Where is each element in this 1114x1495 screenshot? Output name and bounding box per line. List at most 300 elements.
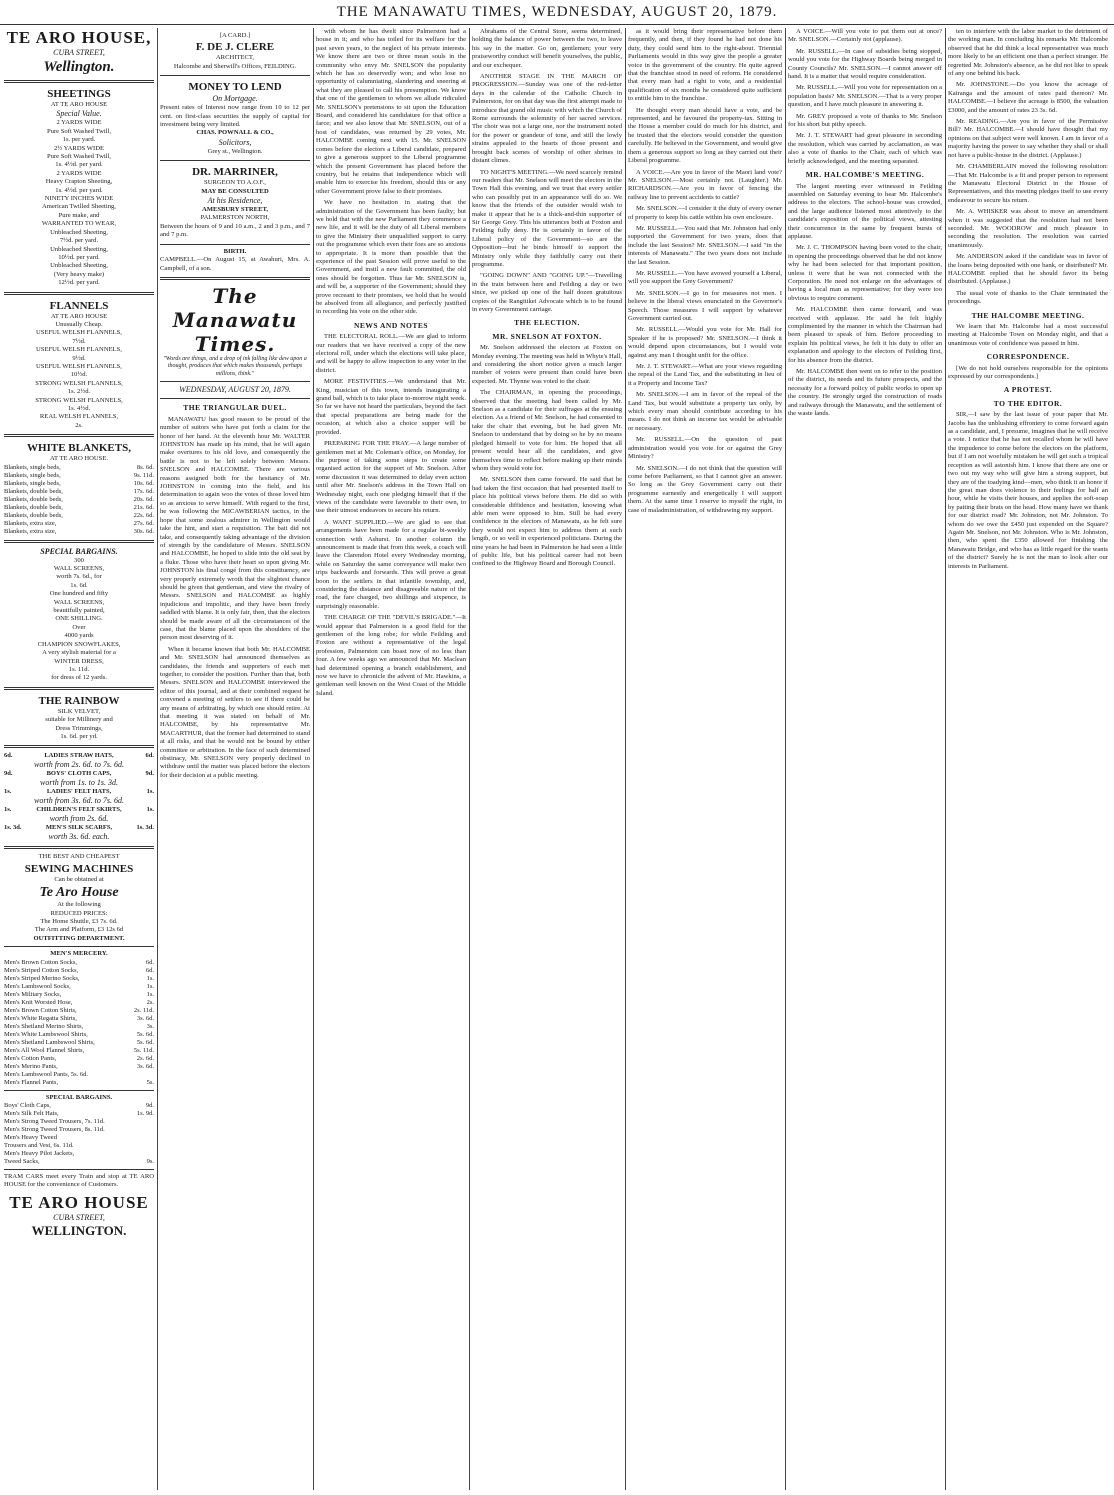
blankets-heading: WHITE BLANKETS, bbox=[27, 442, 131, 455]
doctor-ad bbox=[160, 165, 310, 239]
section-heading: TO THE EDITOR. bbox=[993, 398, 1063, 408]
flannel-line: 1s. 2½d. bbox=[67, 388, 91, 396]
paragraph: Mr. READING.—Are you in favor of the Permissive Bill? Mr. HALCOMBE.—I should have thought that my opinions on that subject were well known. I am in favor of a majority having the power to say whether they shall or shall not have a public-house in the district. (Applause.) bbox=[948, 118, 1108, 159]
mercery-row bbox=[4, 1079, 154, 1087]
wall-screens-list bbox=[4, 557, 154, 683]
mercery-list bbox=[4, 959, 154, 1087]
sheeting-line: 2 YARDS WIDE bbox=[56, 119, 102, 127]
mercery-row-price: 6d. bbox=[145, 966, 154, 974]
special-item: CHILDREN'S FELT SKIRTS, bbox=[36, 806, 122, 814]
doctor-sub: SURGEON TO A.O.F., bbox=[204, 179, 266, 187]
blanket-row bbox=[4, 512, 154, 520]
column-4 bbox=[472, 28, 622, 1488]
paragraph: Mr. RUSSELL.—Will you vote for representation on a population basis? Mr. SNELSON.—That is a very proper question, and I have much pleasure in answering it. bbox=[788, 84, 942, 109]
blanket-row-name: Blankets, single beds, bbox=[4, 463, 61, 471]
flannels-sub: AT TE ARO HOUSE bbox=[50, 312, 108, 320]
special-worth: worth from 3s. 6d. to 7s. 6d. bbox=[34, 796, 124, 806]
mercery-row-name: Men's White Regatta Shirts, bbox=[4, 1014, 77, 1022]
special-right: 1s. bbox=[146, 788, 154, 796]
paragraph: The CHAIRMAN, in opening the proceedings, observed that the meeting had been called by Mr. Snelson as a candidate for their suffrages at the ensuing election. As a friend of Mr. Snelson, he had consented to take the chair that evening, but he had given Mr. Snelson to understand that by doing so he by no means pledged himself to vote for him. He hoped that all present would hear all the candidates, and give themselves time to reflect before making up their minds whom they would vote for. bbox=[472, 389, 622, 472]
sheeting-line: 7½d. per yard. bbox=[59, 237, 99, 245]
paragraph: A WANT SUPPLIED.—We are glad to see that arrangements have been made for a regular bi-weekly connection with Ashurst. In another column the announcement is made that from this week, a coach will leave the Clarendon Hotel every Wednesday morning, while on Saturday the same conveyance will make two trips backwards and forwards. This will prove a great boon to the settlers in that infantile township, and, considering the distance and disagreeable nature of the road, the fare charged, two shillings and sixpence, is surprisingly reasonable. bbox=[316, 518, 466, 610]
money-heading: MONEY TO LEND bbox=[188, 81, 282, 94]
store-street: CUBA STREET, bbox=[53, 48, 105, 57]
section-heading: MR. HALCOMBE'S MEETING. bbox=[805, 170, 925, 180]
mercery-heading: MEN'S MERCERY. bbox=[50, 950, 108, 958]
column-divider bbox=[625, 28, 626, 1490]
sewing-sub: Can be obtained at bbox=[54, 875, 104, 883]
special-row bbox=[4, 788, 154, 796]
special-row bbox=[4, 806, 154, 814]
flannel-line: USEFUL WELSH FLANNELS, bbox=[36, 329, 122, 337]
money-firm: CHAS. POWNALL & CO., bbox=[196, 129, 274, 137]
mercery-row bbox=[4, 999, 154, 1007]
wall-screen-line: ONE SHILLING. bbox=[55, 615, 103, 623]
divider bbox=[4, 687, 154, 690]
paragraph: "GOING DOWN" AND "GOING UP."—Travelling in the train between here and Feilding a day or two since, we picked up one of the half dozen gratuitous copies of the Rangitikei Advocate which is to be found in every Government carriage. bbox=[472, 272, 622, 313]
paragraph: Mr. HALCOMBE then went on to refer to the position of the district, its needs and its future prospects, and the necessity for a forward policy of public works to open up the country. He strongly urged the construction of roads and railways through the Manawatu, and the settlement of the waste lands. bbox=[788, 368, 942, 418]
divider bbox=[160, 398, 310, 399]
paragraph: A VOICE.—Are you in favor of the Maori land vote? Mr. SNELSON.—Most certainly not. (Laughter.) Mr. RICHARDSON.—Are you in favor of fencing the railway line to prevent accidents to cattle? bbox=[628, 168, 782, 201]
special2-row-name: Trousers and Vest, 6s. 11d. bbox=[4, 1142, 74, 1149]
money-sub: On Mortgage. bbox=[212, 94, 258, 104]
paragraph: THE ELECTORAL ROLL.—We are glad to inform our readers that we have received a copy of the new electoral roll, under which the elections will take place, and will be happy to allow inspection to any voter in the district. bbox=[316, 333, 466, 374]
column-7-body bbox=[948, 28, 1108, 571]
divider bbox=[160, 75, 310, 76]
mercery-row bbox=[4, 1047, 154, 1055]
mercery-row-name: Men's Lambswool Pants, 5s. 6d. bbox=[4, 1070, 89, 1078]
divider bbox=[4, 846, 154, 849]
divider bbox=[160, 244, 310, 245]
sheeting-line: 10½d. per yard. bbox=[58, 253, 100, 261]
mercery-row-name: Men's Shetland Merino Shirts, bbox=[4, 1022, 84, 1030]
flannel-line: 7½d. bbox=[72, 337, 86, 345]
column-divider bbox=[945, 28, 946, 1490]
blanket-row-price: 9s. 11d. bbox=[133, 471, 154, 479]
blanket-row-price: 27s. 6d. bbox=[133, 519, 154, 527]
special-right: 6d. bbox=[145, 752, 154, 760]
mercery-row-name: Men's Military Socks, bbox=[4, 990, 62, 998]
paragraph: MANAWATU has good reason to be proud of the number of suitors who have put forth a claim for the honor of her hand. At the eleventh hour Mr. WALTER JOHNSTON has made up his mind, that he will again make overtures to his old love, and consequently the battle is not to be left solely between Messrs. SNELSON and HALCOMBE. There are various reasons assigned both for the hesitancy of Mr. JOHNSTON in coming into the field, and his determination to again woo the votes of those loved him so as anxious to serve himself. With regard to the first, he was following the MICAWBERIAN tactics, in the hope that some zealous admirer in Wellington would take the hint, and start a requisition. The bait did not take, and consequently taking advantage of the division of strength by the candidature of Messrs. SNELSON and HALCOMBE, he hoped to slide into the old seat by a fluke. Those who have their heart so upon giving Mr. JOHNSTON his final congé from this constituency, are very properly extremely wroth that the slightest chance should be given that gentleman, and view the rivalry of Messrs. SNELSON and HALCOMBE as highly injudicious and impolitic, and they have been freely saddled with blame. It is only fair, then, that the electors should be made aware of all the circumstances of the case, that the blame placed upon the shoulders of the person most deserving of it. bbox=[160, 415, 310, 642]
sheeting-line: Pure Soft Washed Twill, bbox=[47, 153, 111, 161]
paragraph: Mr. J. T. STEWART.—What are your views regarding the repeal of the Land Tax, and the substituting in lieu of it a Property and Income Tax? bbox=[628, 363, 782, 387]
paragraph: Mr. GREY proposed a vote of thanks to Mr. Snelson for his short but pithy speech. bbox=[788, 112, 942, 129]
special-value: Special Value. bbox=[56, 109, 102, 119]
paragraph: The usual vote of thanks to the Chair terminated the proceedings. bbox=[948, 289, 1108, 306]
blanket-row bbox=[4, 504, 154, 512]
section-heading: THE ELECTION. bbox=[514, 318, 580, 328]
divider bbox=[4, 745, 154, 748]
special2-row bbox=[4, 1118, 154, 1126]
special2-row-price: 9d. bbox=[145, 1102, 154, 1109]
footer-street: CUBA STREET, bbox=[53, 1212, 105, 1222]
blanket-row-price: 20s. 6d. bbox=[133, 495, 154, 503]
article-body bbox=[160, 416, 310, 780]
mercery-row-name: Men's Shetland Lambswool Shirts, bbox=[4, 1038, 95, 1046]
card-address: Halcombe and Sherwill's Offices, FEILDING. bbox=[173, 62, 297, 70]
paragraph: THE CHARGE OF THE "DEVIL'S BRIGADE."—It would appear that Palmerston is a good field for the gentlemen of the long robe; for while Feilding and Foxton are without a representative of the legal profession, Palmerston can boast now of no less than four. A few weeks ago we announced that Mr. Maclean had determined opening a branch establishment, and now we have to chronicle the advent of Mr. Hawkins, a gentleman well known on the West Coast of the Middle Island. bbox=[316, 614, 466, 697]
wall-screen-line: 300 bbox=[74, 556, 84, 564]
section-heading: NEWS AND NOTES bbox=[353, 320, 429, 330]
column-3-body bbox=[316, 28, 466, 698]
wall-screen-line: beautifully painted, bbox=[53, 607, 105, 615]
blanket-row-name: Blankets, double beds, bbox=[4, 495, 63, 503]
sheetings-heading: SHEETINGS bbox=[47, 88, 111, 100]
divider bbox=[160, 277, 310, 280]
blanket-row bbox=[4, 472, 154, 480]
sheeting-line: 1s. 4½d. per yard. bbox=[55, 186, 103, 194]
sheeting-line: (Very heavy make) bbox=[53, 270, 105, 278]
mercery-row bbox=[4, 959, 154, 967]
paragraph: [We do not hold ourselves responsible for the opinions expressed by our correspondents.] bbox=[948, 364, 1108, 381]
birth-body: CAMPBELL.—On August 15, at Awahuri, Mrs. A. Campbell, of a son. bbox=[160, 256, 310, 272]
doctor-consult: MAY BE CONSULTED bbox=[201, 187, 269, 195]
section-heading: MR. SNELSON AT FOXTON. bbox=[492, 331, 602, 341]
doctor-hours: Between the hours of 9 and 10 a.m., 2 and 3 p.m., and 7 and 7 p.m. bbox=[160, 222, 310, 239]
special-left: 6d. bbox=[4, 752, 13, 760]
mercery-row-name: Men's Cotton Pants, bbox=[4, 1054, 57, 1062]
sheeting-line: American Twilled Sheeting, bbox=[42, 203, 116, 211]
column-divider bbox=[785, 28, 786, 1490]
wall-screen-line: One hundred and fifty bbox=[49, 590, 109, 598]
special2-list bbox=[4, 1102, 154, 1166]
wall-screen-line: WINTER DRESS, bbox=[54, 657, 104, 665]
flannel-line: STRONG WELSH FLANNELS, bbox=[35, 396, 123, 404]
paragraph: Mr. RUSSELL.—On the question of past administration would you vote for or against the Grey Ministry? bbox=[628, 436, 782, 461]
card-name: F. DE J. CLERE bbox=[195, 41, 275, 54]
divider bbox=[4, 946, 154, 947]
mercery-row-price: 5s. 6d. bbox=[136, 1038, 154, 1046]
card-title: ARCHITECT, bbox=[215, 54, 255, 62]
special-row bbox=[4, 770, 154, 778]
flannel-line: 10½d. bbox=[70, 371, 88, 379]
money-ad bbox=[160, 80, 310, 156]
paragraph: Abrahams of the Central Store, seems determined, holding the balance of power between the two, to leave his say in the matter. Go on, gentlemen; your very praiseworthy conduct will benefit yourselves, the public, and our exchequer. bbox=[472, 28, 622, 69]
money-firm2: Solicitors, bbox=[218, 137, 252, 147]
special2-row-price: 9s. bbox=[146, 1158, 154, 1165]
column-divider bbox=[469, 28, 470, 1490]
special2-row-name: Men's Heavy Tweed bbox=[4, 1134, 57, 1141]
sewing-price-line: At the following bbox=[57, 901, 101, 909]
flannel-line: Unusually Cheap. bbox=[55, 320, 103, 328]
sheeting-line: 12½d. per yard. bbox=[58, 279, 100, 287]
mercery-row-price: 3s. 6d. bbox=[136, 1014, 154, 1022]
paragraph: Mr. J. C. THOMPSON having been voted to the chair, in opening the proceedings observed that he did not know why he had been selected for that important position, unless it were that he was not connected with the Corporation. He need not enlarge on the advantages of having a local man as representative; for they were too obvious to require comment. bbox=[788, 244, 942, 302]
sheeting-line: Pure make, and bbox=[58, 211, 100, 219]
paragraph: Mr. SNELSON then came forward. He said that he had taken the first occasion that had presented itself to place his political views before them. He did so with considerable diffidence and hesitation, knowing what able men were opposed to him. Still he had every confidence in the electors of Manawatu, as he felt sure they would not expect him to address them at such length, or so well in experienced politicians. During the nine years he had been in Palmerston he had seen a little of public life, but his political career had not been confined to the Highway Board and Borough Council. bbox=[472, 476, 622, 568]
special-worth: worth from 1s. to 1s. 3d. bbox=[40, 778, 118, 788]
sheeting-line: 1s. per yard. bbox=[62, 136, 96, 144]
column-6-body bbox=[788, 28, 942, 418]
flannel-line: USEFUL WELSH FLANNELS, bbox=[36, 362, 122, 370]
paragraph: We have no hesitation in stating that the administration of the Government has been faulty; but we hold that with the new Parliament they commence a new life, and it will be the duty of all Liberal members to give the Ministry their unqualified support to carry out the programme which even their foes are so anxious to appropriate. It is more than possible that the experience of the past Session will prove useful to the Government, and instil a new fault committed, the old ones should be forgotten. Thus far Mr. SNELSON is, and will be, a supporter of the Government; should they prove recreant to their promises, we hold that he would be absolved from all allegiance, and perfectly justified in recording his vote on the other side. bbox=[316, 199, 466, 316]
special-worth: worth 3s. 6d. each. bbox=[48, 832, 110, 842]
paragraph: Mr. JOHNSTONE.—Do you know the acreage of Kairanga and the amount of rates paid thereon? Mr. HALCOMBE.—I believe the acreage is 8500, the valuation £3000, and the amount of rates 23 3s. 6d. bbox=[948, 81, 1108, 114]
wall-screen-line: WALL SCREENS, bbox=[53, 598, 105, 606]
column-6 bbox=[788, 28, 942, 1488]
wall-screen-line: 1s. 11d. bbox=[68, 665, 90, 673]
special-left: 1s. bbox=[4, 806, 12, 814]
special-right: 1s. 3d. bbox=[136, 824, 154, 832]
mercery-row-name: Men's Striped Merino Socks, bbox=[4, 974, 80, 982]
doctor-town: PALMERSTON NORTH, bbox=[200, 214, 270, 222]
mercery-row-price: 6d. bbox=[145, 958, 154, 966]
blankets-list bbox=[4, 464, 154, 536]
divider bbox=[4, 292, 154, 295]
wall-screen-line: worth 7s. 6d., for bbox=[56, 573, 102, 581]
blanket-row bbox=[4, 488, 154, 496]
mercery-row-price: 2s. 6d. bbox=[136, 1054, 154, 1062]
paragraph: Mr. SNELSON.—I do not think that the question will come before Parliament, so that I cannot give an answer. So long as the Grey Government carry out their programme earnestly and energetically I will support them. At the same time I reserve to myself the right, in case of maladministration, of withdrawing my support. bbox=[628, 464, 782, 514]
paragraph: ANOTHER STAGE IN THE MARCH OF PROGRESSION.—Sunday was one of the red-letter days in the calendar of the Catholic Church in Palmerston, for on that day was the first attempt made to introduce that grand old music with which the Church of Rome surrounds the solemnity of her sacred services. The choir was not a large one, nor the instrument noted for the power or grandeur of tone, and still the lowly strains appealed to the hearts of those present and brought back scenes of worship of other shrines in distant climes. bbox=[472, 73, 622, 165]
sewing-heading: SEWING MACHINES bbox=[24, 862, 134, 875]
blanket-row bbox=[4, 464, 154, 472]
wall-screen-line: for dress of 12 yards. bbox=[51, 674, 107, 682]
sewing-price-line: REDUCED PRICES: bbox=[50, 909, 108, 917]
mercery-row-name: Men's Brown Cotton Socks, bbox=[4, 958, 78, 966]
masthead-rule bbox=[0, 24, 1114, 25]
special-item: BOYS' CLOTH CAPS, bbox=[46, 770, 112, 778]
mercery-row bbox=[4, 1007, 154, 1015]
paragraph: Mr. HALCOMBE then came forward, and was received with applause. He said he felt highly complimented by the manner in which the Chairman had been pleased to speak of him. Before proceeding to explain his political views, he felt it his duty to offer an explanation and apology to the electors of Feilding first, for his absence from the district. bbox=[788, 306, 942, 364]
mercery-row bbox=[4, 1055, 154, 1063]
sewing-prices bbox=[4, 901, 154, 935]
mercery-row-price: 3s. 6d. bbox=[136, 1062, 154, 1070]
blanket-row-price: 21s. 6d. bbox=[133, 503, 154, 511]
sheeting-line: 2 YARDS WIDE bbox=[56, 169, 102, 177]
birth-heading: BIRTH. bbox=[223, 247, 247, 255]
tram-note: TRAM CARS meet every Train and stop at TE ARO HOUSE for the convenience of Customers. bbox=[4, 1173, 154, 1189]
special2-row bbox=[4, 1102, 154, 1110]
mercery-row-name: Men's Striped Cotton Socks, bbox=[4, 966, 79, 974]
paragraph: The largest meeting ever witnessed in Feilding assembled on Saturday evening to hear Mr. Halcombe's address to the electors. The school-house was crowded, and the large audience listened most attentively to the candidate's exposition of the political views, attesting their concurrence in the same by frequent bursts of applause. bbox=[788, 182, 942, 240]
mercery-row bbox=[4, 975, 154, 983]
mercery-row bbox=[4, 1023, 154, 1031]
wall-screen-line: 1s. 6d. bbox=[70, 581, 88, 589]
paragraph: He thought every man should have a vote, and be represented, and he favoured the property-tax. Sitting in the House a member could do much for his district, and he trusted that the electors would consider the question carefully. He believed in the Government, and would give them a generous support so long as they carried out their Liberal programme. bbox=[628, 106, 782, 165]
special-row bbox=[4, 752, 154, 760]
wall-screen-line: A very stylish material for a bbox=[42, 649, 116, 657]
paragraph: We learn that Mr. Halcombe had a most successful meeting at Halcombe Town on Monday night, and that a unanimous vote of confidence was passed in him. bbox=[948, 323, 1108, 347]
sheeting-line: NINETY INCHES WIDE bbox=[44, 195, 114, 203]
blanket-row-price: 30s. 6d. bbox=[133, 527, 154, 535]
sheeting-line: 2½ YARDS WIDE bbox=[53, 144, 104, 152]
wall-screen-line: WALL SCREENS, bbox=[53, 565, 105, 573]
blanket-row-name: Blankets, double beds, bbox=[4, 487, 63, 495]
rainbow-heading: THE RAINBOW bbox=[38, 694, 120, 707]
mercery-row-price: 1s. bbox=[146, 982, 154, 990]
card-ad bbox=[160, 32, 310, 71]
special2-row bbox=[4, 1150, 154, 1158]
paragraph: with whom he has dwelt since Palmerston had a house in it; and who has toiled for its welfare for the past seven years, to the neglect of his private interests. We know there are two or three mean souls in the community who envy Mr. SNELSON the popularity which he has so deservedly won; and who lose no opportunity of calumniating, slandering and sneering at what they are pleased to call his presumption. We know that one of the gentlemen to whom we allude ridiculed Mr. SNELSON's pretensions to sit upon the Education Board, and considered his candidature for that office a farce; and we also know that Mr. SNELSON, out of a host of candidates, was returned by 29 votes, Mr. HALCOMBE coming next with 15. Mr. SNELSON comes before the electors a Liberal candidate, prepared to give a generous support to the Liberal programme which the present Government has placed before the country, but he retains that independence which will enable him to exercise his freedom, should this or any other Government prove false to their promises. bbox=[316, 28, 466, 195]
paragraph: Mr. SNELSON.—I consider it the duty of every owner of property to keep his cattle within his own enclosure. bbox=[628, 205, 782, 221]
paragraph: SIR,—I saw by the last issue of your paper that Mr. Jacobs has the unblushing effrontery to come forward again as a candidate, and, I presume, imagines that he will receive a vote. I notice that he has not recalled whom he will have the impudence to come before the electors on the platform, but if I am not woefully mistaken he will get such a tropical reception as will astonish him. I know that there are one or two out my way who will give him a strong support, but they are of the toadying kind—men, who think it an honor if the great man does violence to their feelings for half an hour, while he visits their houses, and applies the soft-soap by patting their brats on the head. How many have we thank for our district road? Mr. Johnston, not Mr. Johnston. To whom do we owe the £450 just expended on the Square? Again Mr. Snelson, not Mr. Johnston. Who is Mr. Johnston, then, who spent the £350 allowed for finishing the Manawatu Bridge, and who has as little regard for the wants of the district? Surely he is not the man to look after our interests in Parliament. bbox=[948, 411, 1108, 570]
divider bbox=[4, 80, 154, 83]
mercery-row-name: Men's Knit Worsted Hose, bbox=[4, 998, 73, 1006]
mercery-row-name: Men's Merino Pants, bbox=[4, 1062, 58, 1070]
footer-city: WELLINGTON. bbox=[31, 1222, 127, 1238]
paragraph: TO NIGHT'S MEETING.—We need scarcely remind our readers that Mr. Snelson will meet the electors in the Town Hall this evening, and we trust that every settler who can possibly put in an appearance will do so. We know that the friends of the outsider would wish to make it appear that he is a thick-and-thin supporter of Sir George Grey. This his utterances both at Foxton and Feilding fully deny. He is certainly in favor of the Liberal policy of the Government—so are the Opposition—but he binds himself to support the Ministry only while they faithfully carry out their programme. bbox=[472, 168, 622, 268]
section-heading: CORRESPONDENCE. bbox=[986, 352, 1070, 362]
doctor-at: At his Residence, bbox=[207, 196, 263, 206]
mercery-row-price: 1s. bbox=[146, 974, 154, 982]
specials-list bbox=[4, 752, 154, 842]
column-5-body bbox=[628, 28, 782, 515]
doctor-street: AMESBURY STREET, bbox=[201, 206, 269, 214]
paragraph: Mr. RUSSELL.—Would you vote for Mr. Hall for Speaker if he is proposed? Mr. SNELSON.—I think it would depend upon circumstances, but I would vote against any man I thought unfit for the office. bbox=[628, 326, 782, 359]
sheeting-line: Unbleached Sheeting, bbox=[50, 245, 108, 253]
divider bbox=[160, 381, 310, 382]
special-left: 1s. bbox=[4, 788, 12, 796]
mercery-row bbox=[4, 1031, 154, 1039]
mercery-row-name: Men's White Lambswool Shirts, bbox=[4, 1030, 88, 1038]
paragraph: When it became known that both Mr. HALCOMBE and Mr. SNELSON had announced themselves as candidates, the friends and supporters of each met together, to consider the position. Further than that, both Messrs. SNELSON and HALCOMBE interviewed the editor of this journal, and at their combined request he convened a meeting of settlers to see if there could be any means of arbitrating, by which one should retire. At that meeting it was stated on behalf of Mr. HALCOMBE, by his representative Mr. MACARTHUR, that the former had determined to stand at all risks, and that he would not be bound by either committee or arbitration. In the face of such determined obstinacy, Mr. SNELSON very properly declined to withdraw until the matter was placed before the electors for their decision at a public meeting. bbox=[160, 645, 310, 779]
store-name: TE ARO HOUSE, bbox=[6, 28, 152, 47]
newspaper-masthead: THE MANAWATU TIMES, WEDNESDAY, AUGUST 20, 1879. bbox=[336, 4, 778, 20]
special2-row-name: Boys' Cloth Caps, bbox=[4, 1102, 51, 1109]
mercery-row bbox=[4, 967, 154, 975]
divider bbox=[4, 434, 154, 437]
blanket-row bbox=[4, 496, 154, 504]
paragraph: A VOICE.—Will you vote to put them out at once? Mr. SNELSON.—Certainly not (applause). bbox=[788, 28, 942, 44]
paragraph: Mr. RUSSELL.—In case of subsidies being stopped, would you vote for the Highway Boards being merged in County Councils? Mr. SNELSON.—I cannot answer off hand. It is a matter that would require consideration. bbox=[788, 47, 942, 81]
paragraph: as it would bring their representative before them frequently, and then, if they found he had not done his duty, they could send him to the right-about. Triennial Parliaments would in this way give the people a greater voice in the government of the country. He quite agreed that the franchise stood in need of reform. He considered that every man had a right to vote, and a residential qualification of six months he considered quite sufficient to entitle him to the franchise. bbox=[628, 28, 782, 103]
dateline: WEDNESDAY, AUGUST 20, 1879. bbox=[179, 385, 291, 395]
special-item: MEN'S SILK SCARFS, bbox=[45, 824, 113, 832]
paragraph: Mr. ANDERSON asked if the candidate was in favor of the loans being deposited with one bank, or distributed? Mr. HALCOMBE replied that he should favor its being distributed. (Applause.) bbox=[948, 253, 1108, 286]
blanket-row-price: 22s. 6d. bbox=[133, 511, 154, 519]
blanket-row-name: Blankets, double beds, bbox=[4, 511, 63, 519]
mercery-row bbox=[4, 1039, 154, 1047]
column-5 bbox=[628, 28, 782, 1488]
mercery-row-price: 2s. bbox=[146, 998, 154, 1006]
doctor-heading: DR. MARRINER, bbox=[192, 166, 278, 179]
flannels-list bbox=[4, 321, 154, 430]
mercery-row-price: 5s. 6d. bbox=[136, 1030, 154, 1038]
special2-row bbox=[4, 1110, 154, 1118]
blanket-row bbox=[4, 480, 154, 488]
mercery-row-price: 3s. bbox=[146, 1022, 154, 1030]
special-worth: worth from 2s. 6d. to 7s. 6d. bbox=[34, 760, 124, 770]
blanket-row bbox=[4, 528, 154, 536]
paragraph: MORE FESTIVITIES.—We understand that Mr. King, musician of this town, intends inaugurating a grand ball, which is to take place to-morrow night week. So far we have not heard the particulars, beyond the fact that special preparations are being made for the occasion, at which also a choice supper will be provided. bbox=[316, 378, 466, 436]
blanket-row-price: 17s. 6d. bbox=[133, 487, 154, 495]
sheeting-line: 1s. 4½d. per yard. bbox=[55, 161, 103, 169]
rainbow-line: 1s. 6d. per yd. bbox=[60, 732, 98, 740]
blanket-row-price: 8s. 6d. bbox=[136, 463, 154, 471]
sheeting-line: Pure Soft Washed Twill, bbox=[47, 127, 111, 135]
blanket-row bbox=[4, 520, 154, 528]
flannel-line: REAL WELSH FLANNELS, bbox=[39, 413, 119, 421]
flannel-line: STRONG WELSH FLANNELS, bbox=[35, 379, 123, 387]
paragraph: Mr. J. T. STEWART had great pleasure in seconding the resolution, which was carried by acclamation, as was also a vote of thanks to the Chair, each of which was briefly acknowledged, and the meeting separated. bbox=[788, 132, 942, 165]
mercery-row-price: 2s. 11d. bbox=[133, 1006, 154, 1014]
column-2 bbox=[160, 28, 310, 1488]
blanket-row-name: Blankets, double beds, bbox=[4, 503, 63, 511]
special2-row-name: Men's Silk Felt Hats, bbox=[4, 1110, 59, 1117]
mercery-row bbox=[4, 991, 154, 999]
mercery-row-name: Men's Brown Cotton Shirts, bbox=[4, 1006, 77, 1014]
wall-screen-line: CHAMPION SNOWFLAKES, bbox=[37, 640, 121, 648]
mercery-row bbox=[4, 983, 154, 991]
special-item: LADIES' FELT HATS, bbox=[46, 788, 112, 796]
mercery-row bbox=[4, 1063, 154, 1071]
sewing-intro: THE BEST AND CHEAPEST bbox=[38, 853, 120, 861]
mercery-row bbox=[4, 1071, 154, 1079]
special2-row bbox=[4, 1126, 154, 1134]
sheeting-line: WARRANTED TO WEAR, bbox=[41, 220, 117, 228]
rainbow-line: suitable for Millinery and bbox=[45, 716, 113, 724]
special2-row-price: 1s. 9d. bbox=[136, 1110, 154, 1117]
store-city: Wellington. bbox=[43, 59, 115, 75]
rainbow-line: SILK VELVET, bbox=[57, 707, 101, 715]
paragraph: PREPARING FOR THE FRAY.—A large number of gentlemen met at Mr. Coleman's office, on Monday, for the purpose of taking some steps to create some organised action for the support of Mr. Snelson. After some discussion it was determined to delay even action until after Mr. Snelson's address in the Town Hall on Wednesday night, each one pledging himself that if the views of the candidate were favorable to their own, to use their utmost endeavors to secure his return. bbox=[316, 440, 466, 515]
paper-title: The Manawatu Times. bbox=[172, 283, 298, 356]
column-7 bbox=[948, 28, 1108, 1488]
outfitting-heading: OUTFITTING DEPARTMENT. bbox=[33, 934, 125, 942]
paragraph: Mr. RUSSELL.—You have avowed yourself a Liberal, will you support the Grey Government? bbox=[628, 269, 782, 286]
mercery-row-name: Men's All Wool Flannel Shirts, bbox=[4, 1046, 85, 1054]
section-heading: A PROTEST. bbox=[1003, 385, 1053, 395]
mercery-row bbox=[4, 1015, 154, 1023]
money-body: Present rates of Interest now range from 10 to 12 per cent. on first-class securities the supply of capital for investment being very limited. bbox=[160, 104, 310, 129]
sewing-price-line: The Arm and Platform, £3 12s 6d bbox=[34, 926, 124, 934]
special-left: 1s. 3d. bbox=[4, 824, 22, 832]
motto: "Words are things, and a drop of ink falling like dew upon a thought, produces that which makes thousands, perhaps millions, think." bbox=[163, 355, 307, 377]
wall-screen-line: Over bbox=[72, 623, 86, 631]
blanket-row-name: Blankets, extra size, bbox=[4, 527, 57, 535]
special-right: 1s. bbox=[146, 806, 154, 814]
special-left: 9d. bbox=[4, 770, 13, 778]
mercery-row-price: 5s. bbox=[146, 1078, 154, 1086]
special2-row-name: Men's Strong Tweed Trousers, 7s. 11d. bbox=[4, 1118, 105, 1125]
special-bargains-heading: SPECIAL BARGAINS. bbox=[40, 546, 118, 556]
special2-row-name: Men's Heavy Pilot Jackets, bbox=[4, 1150, 75, 1157]
card-label: [A CARD.] bbox=[219, 32, 251, 39]
sewing-store: Te Aro House bbox=[39, 885, 119, 901]
special2-row bbox=[4, 1158, 154, 1166]
divider bbox=[4, 1090, 154, 1091]
wall-screen-line: 4000 yards bbox=[64, 632, 94, 640]
mercery-row-price: 5s. 11d. bbox=[133, 1046, 154, 1054]
blankets-sub: AT TE ARO HOUSE. bbox=[49, 455, 108, 463]
special2-row bbox=[4, 1134, 154, 1142]
special2-heading: SPECIAL BARGAINS. bbox=[45, 1093, 113, 1101]
section-heading: THE HALCOMBE MEETING. bbox=[971, 310, 1085, 320]
paragraph: Mr. CHAMBERLAIN moved the following resolution:—That Mr. Halcombe is a fit and proper person to represent the Manawatu Electoral District in the House of Representatives, and this meeting pledges itself to use every endeavour to secure his return. bbox=[948, 163, 1108, 204]
blanket-row-name: Blankets, single beds, bbox=[4, 471, 61, 479]
sheeting-line: Unbleached Sheeting, bbox=[50, 228, 108, 236]
special-row bbox=[4, 824, 154, 832]
divider bbox=[160, 160, 310, 161]
column-divider bbox=[313, 28, 314, 1490]
special2-row bbox=[4, 1142, 154, 1150]
flannels-heading: FLANNELS bbox=[49, 299, 109, 312]
flannel-line: 2s. bbox=[75, 421, 83, 429]
special-item: LADIES STRAW HATS, bbox=[44, 752, 114, 760]
mercery-row-name: Men's Flannel Pants, bbox=[4, 1078, 59, 1086]
paragraph: Mr. A. WHISKER was about to move an amendment when it was suggested that the resolution had not been seconded. Mr. WOODROW and much pleasure in seconding the resolution. The resolution was carried unanimously. bbox=[948, 208, 1108, 249]
mercery-row-name: Men's Lambswool Socks, bbox=[4, 982, 71, 990]
blanket-row-price: 10s. 6d. bbox=[133, 479, 154, 487]
sheetings-list bbox=[4, 119, 154, 287]
special-worth: worth from 2s. 6d. bbox=[49, 814, 109, 824]
column-4-body bbox=[472, 28, 622, 569]
sheeting-line: Heavy Crapton Sheeting, bbox=[45, 178, 113, 186]
flannel-line: 1s. 4½d. bbox=[67, 405, 91, 412]
special-right: 9d. bbox=[145, 770, 154, 778]
special2-row-name: Men's Strong Tweed Trousers, 8s. 11d. bbox=[4, 1126, 105, 1133]
